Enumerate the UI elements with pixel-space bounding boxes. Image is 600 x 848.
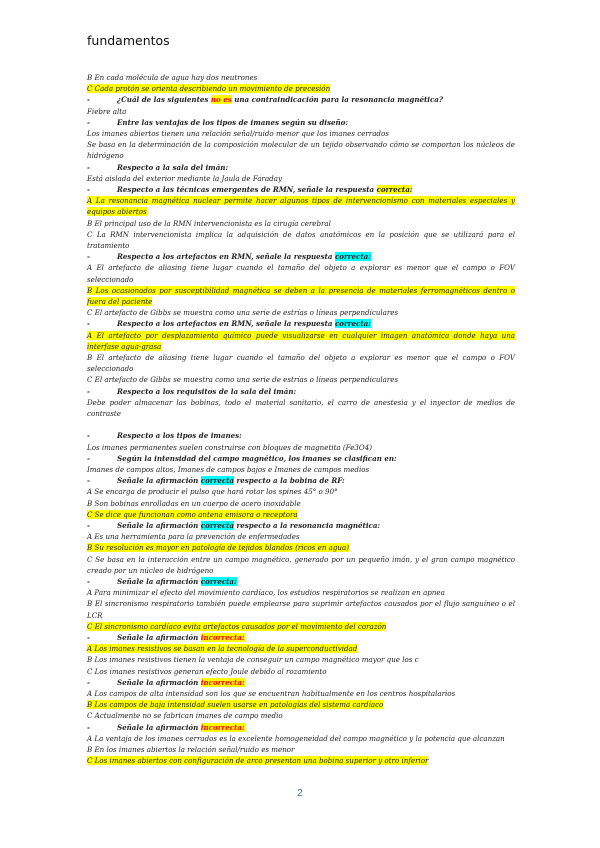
question-line: - Señale la afirmación incorrecta: bbox=[87, 722, 245, 732]
answer-line: A Es una herramienta para la prevención de enfermedades bbox=[87, 532, 300, 542]
answer-line: A Los imanes resistivos se basan en la tecnología de la superconductividad bbox=[87, 644, 358, 654]
answer-line: Se basa en la determinación de la composición molecular de un tejido observando cómo se comportan los núcleos de hidrógeno bbox=[87, 140, 515, 161]
question-line: - Señale la afirmación correcta: bbox=[87, 576, 237, 586]
answer-line: C Actualmente no se fabrican imanes de campo medio bbox=[87, 711, 283, 721]
answer-line: C Se dice que funcionan como antena emisora o receptora bbox=[87, 509, 298, 519]
answer-line: Los imanes permanentes suelen construirse con bloques de magnetita (Fe3O4) bbox=[87, 442, 373, 452]
answer-line: B En cada molécula de agua hay dos neutrones bbox=[87, 73, 258, 82]
answer-line: Los imanes abiertos tienen una relación señal/ruido menor que los imanes cerrados bbox=[87, 129, 389, 139]
question-line: - Señale la afirmación correcta respecto a la bobina de RF: bbox=[87, 476, 345, 486]
answer-line: B Su resolución es mayor en patología de tejidos blandos (ricos en agua) bbox=[87, 543, 350, 553]
answer-line: C Se basa en la interacción entre un campo magnético, generado por un pequeño imán, y el gran campo magnético creado por un núcleo de hidrógeno bbox=[87, 554, 515, 575]
answer-line: B El sincronismo respiratorio también puede emplearse para suprimir artefactos causados por el flujo sanguíneo o el LCR bbox=[87, 599, 515, 620]
answer-line: A La resonancia magnética nuclear permite hacer algunos tipos de intervencionismo con materiales especiales y equipos abiertos bbox=[87, 196, 515, 217]
answer-line: B Son bobinas enrolladas en un cuerpo de acero inoxidable bbox=[87, 498, 301, 508]
answer-line: A Los campos de alta intensidad son los que se encuentran habitualmente en los centros hospitalarios bbox=[87, 688, 456, 698]
question-line: - Señale la afirmación correcta respecto a la resonancia magnética: bbox=[87, 520, 381, 530]
page-header: fundamentos bbox=[87, 33, 170, 48]
answer-line: Está aislada del exterior mediante la Jaula de Faraday bbox=[87, 173, 282, 183]
answer-line: Debe poder almacenar las bobinas, todo el material sanitario, el carro de anestesia y el inyector de medios de contraste bbox=[87, 397, 515, 419]
answer-line: Imanes de campos altos, Imanes de campos bajos e Imanes de campos medios bbox=[87, 464, 370, 474]
question-line: - Respecto a las técnicas emergentes de RMN, señale la respuesta correcta: bbox=[87, 185, 413, 195]
question-line: - Respecto a los tipos de imanes: bbox=[87, 431, 242, 441]
answer-line: B El artefacto de aliasing tiene lugar cuando el tamaño del objeto a explorar es menor que el campo o FOV seleccionado bbox=[87, 353, 515, 374]
question-line: - Señale la afirmación incorrecta: bbox=[87, 677, 245, 687]
answer-line: C Los imanes abiertos con configuración de arco presentan una bobina superior y otro inferior bbox=[87, 756, 429, 766]
answer-line: B Los ocasionados por susceptibilidad magnética se deben a la presencia de materiales ferromagnéticos dentro o fuera del paciente bbox=[87, 285, 515, 307]
answer-line: Fiebre alta bbox=[87, 106, 127, 116]
answer-line: B En los imanes abiertos la relación señal/ruido es menor bbox=[87, 744, 295, 754]
question-line: - Entre las ventajas de los tipos de imanes según su diseño: bbox=[87, 117, 348, 127]
answer-line: C El artefacto de Gibbs se muestra como una serie de estrías o líneas perpendiculares bbox=[87, 308, 399, 318]
question-line: - Señale la afirmación incorrecta: bbox=[87, 632, 245, 642]
question-line: - Respecto a los requisitos de la sala del imán: bbox=[87, 386, 297, 396]
page-number: 2 bbox=[297, 788, 303, 799]
answer-line: A El artefacto de aliasing tiene lugar cuando el tamaño del objeto a explorar es menor que el campo o FOV seleccionado bbox=[87, 263, 515, 284]
answer-line: A Para minimizar el efecto del movimiento cardíaco, los estudios respiratorios se realizan en apnea bbox=[87, 588, 445, 598]
question-line: - ¿Cuál de las siguientes no es una contraindicación para la resonancia magnética? bbox=[87, 95, 444, 105]
answer-line: C Cada protón se orienta describiendo un movimiento de precesión bbox=[87, 84, 331, 94]
paragraph-gap bbox=[87, 419, 515, 430]
question-line: - Según la intensidad del campo magnético, los imanes se clasifican en: bbox=[87, 453, 397, 463]
answer-line: A Se encarga de producir el pulso que hará rotar los spines 45° o 90° bbox=[87, 487, 338, 497]
answer-line: C El artefacto de Gibbs se muestra como una serie de estrías o líneas perpendiculares bbox=[87, 375, 399, 385]
document-body bbox=[87, 72, 515, 766]
answer-line: B Los campos de baja intensidad suelen usarse en patologías del sistema cardíaco bbox=[87, 700, 384, 710]
answer-line: C Los imanes resistivos generan efecto Joule debido al rozamiento bbox=[87, 666, 327, 676]
answer-line: C La RMN intervencionista implica la adquisición de datos anatómicos en la posición que se utilizará para el tratamiento bbox=[87, 229, 515, 251]
answer-line: A El artefacto por desplazamiento químico puede visualizarse en cualquier imagen anatómica donde haya una interfase agua-grasa bbox=[87, 330, 515, 351]
question-line: - Respecto a la sala del imán: bbox=[87, 162, 229, 172]
question-line: - Respecto a los artefactos en RMN, señale la respuesta correcta: bbox=[87, 319, 371, 329]
answer-line: A La ventaja de los imanes cerrados es la excelente homogeneidad del campo magnético y la potencia que alcanzan bbox=[87, 733, 505, 743]
question-line: - Respecto a los artefactos en RMN, señale la respuesta correcta: bbox=[87, 252, 371, 262]
answer-line: B Los imanes resistivos tienen la ventaja de conseguir un campo magnético mayor que los c bbox=[87, 655, 419, 665]
answer-line: B El principal uso de la RMN intervencionista es la cirugía cerebral bbox=[87, 218, 331, 228]
answer-line: C El sincronismo cardíaco evita artefactos causados por el movimiento del corazón bbox=[87, 621, 387, 631]
